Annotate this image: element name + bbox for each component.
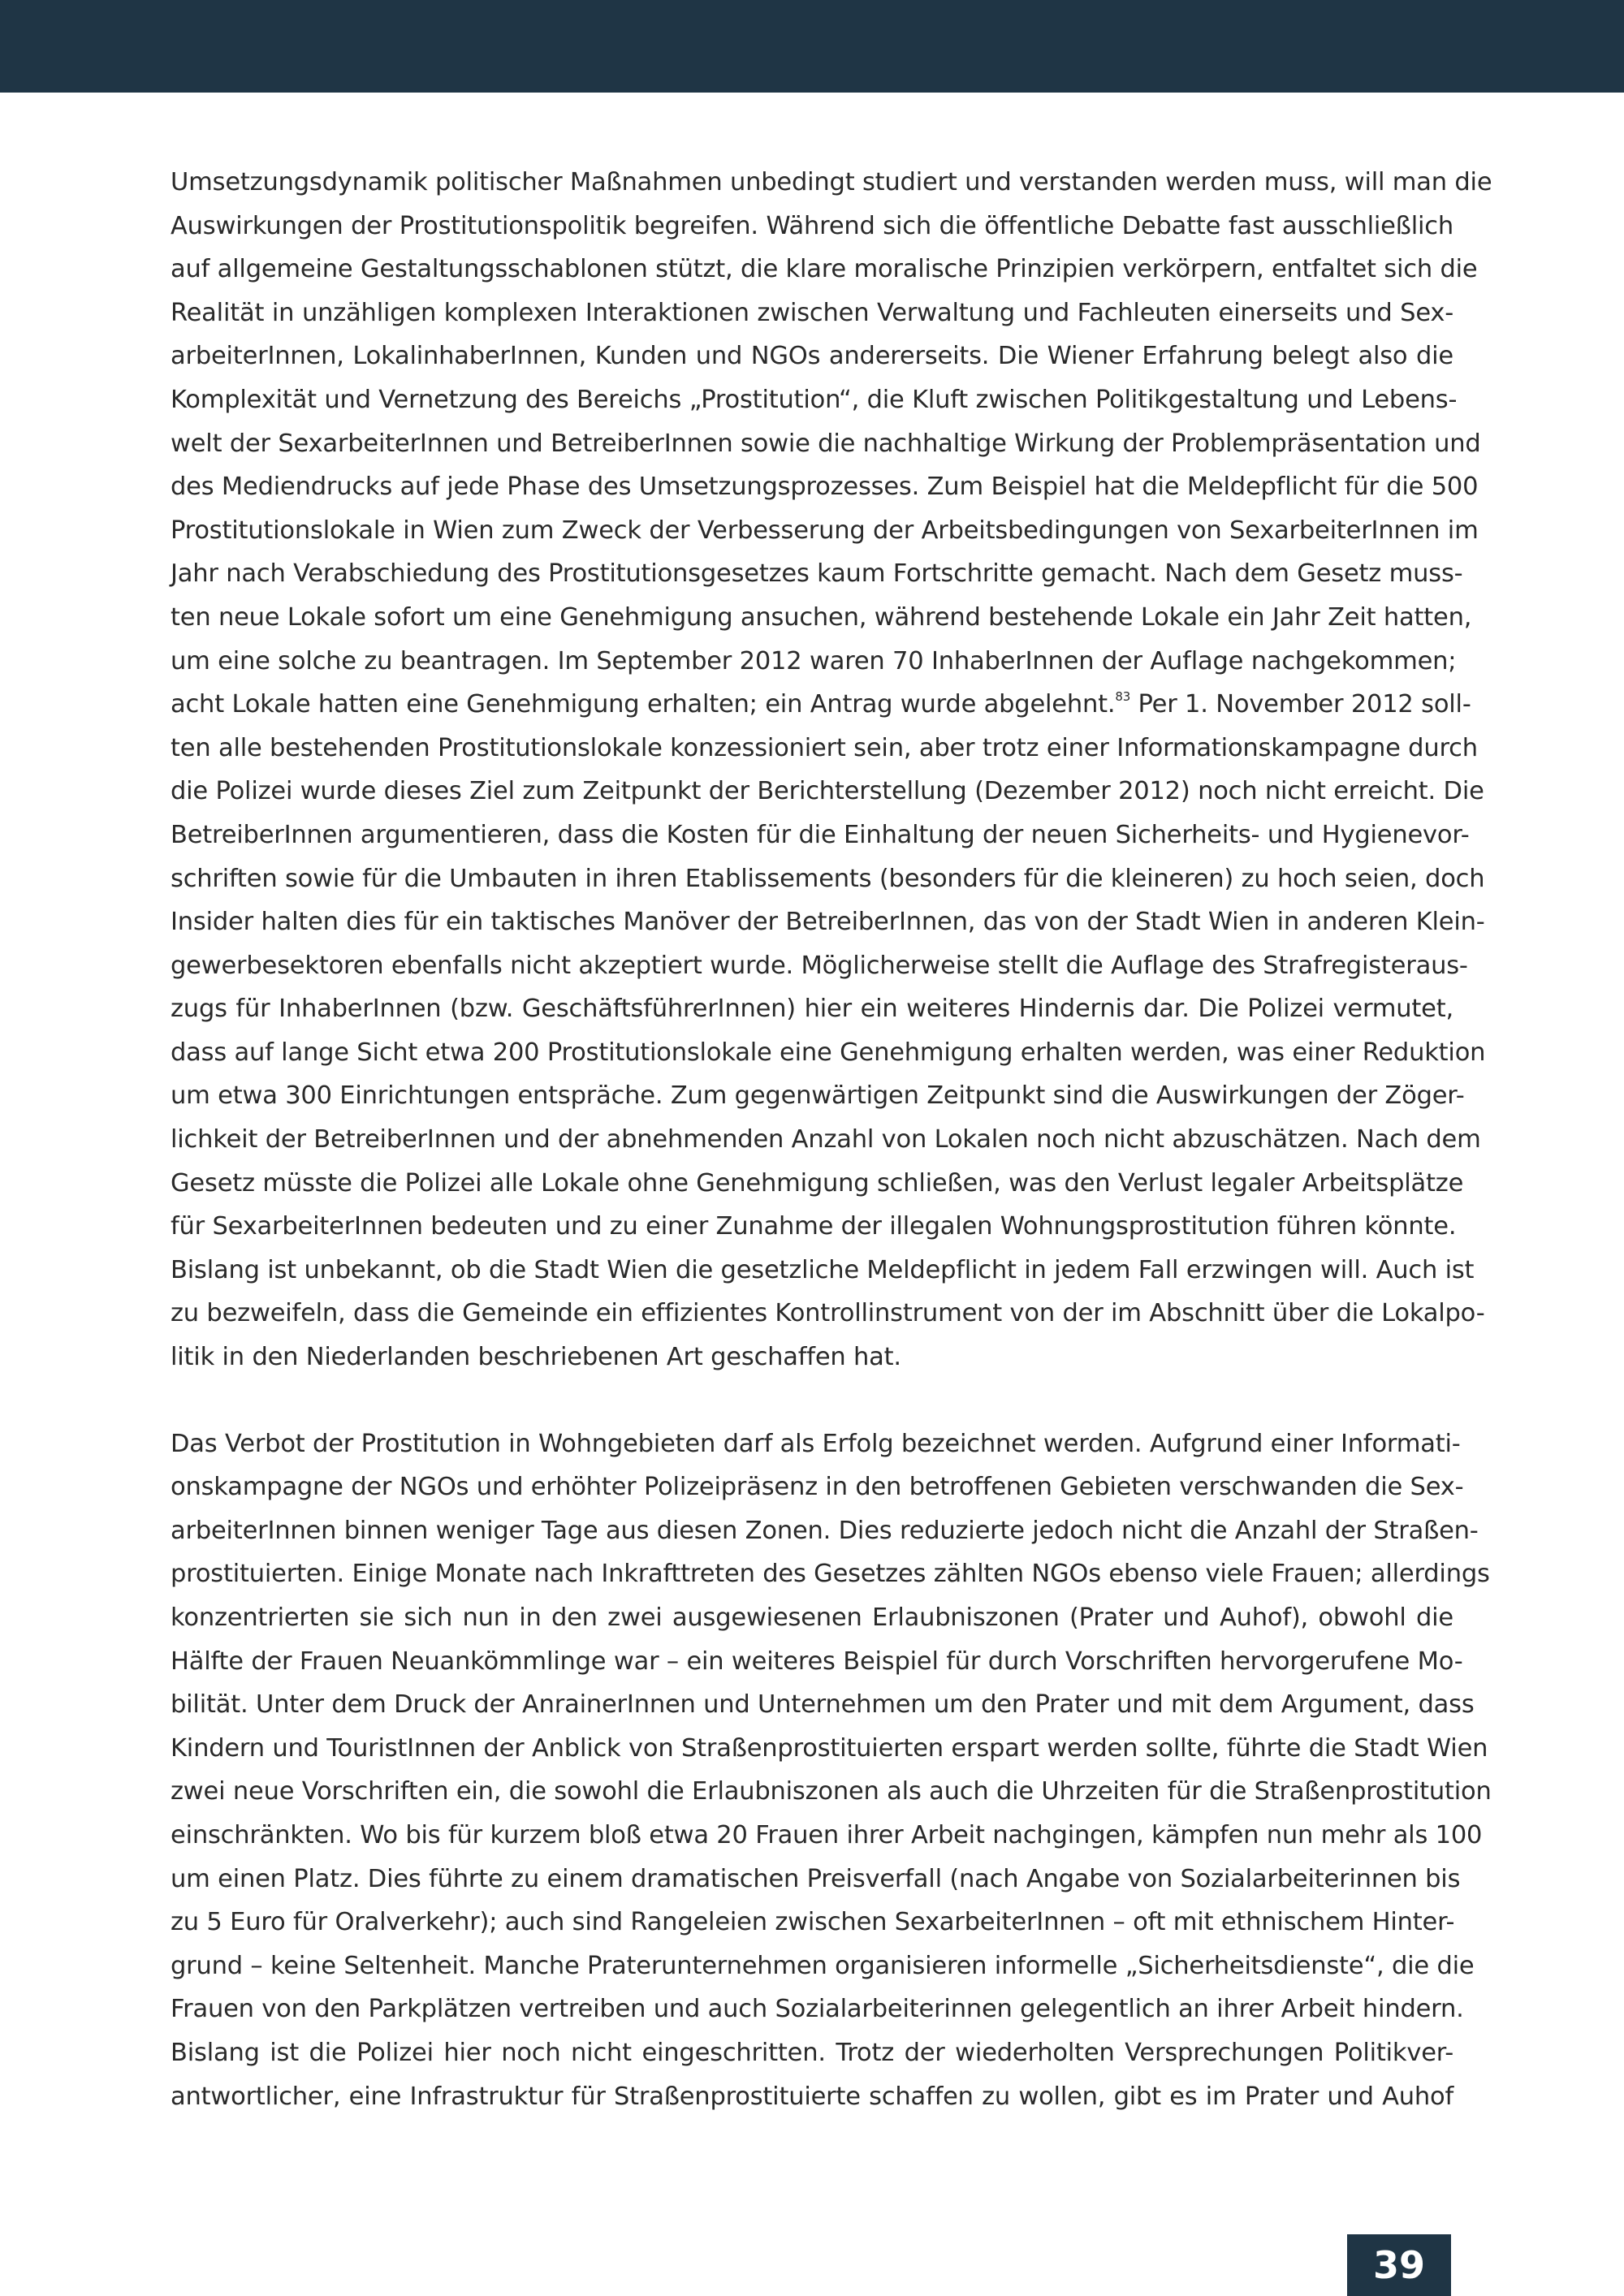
text-line: schriften sowie für die Umbauten in ihren Etablissements (besonders für die kleineren) zu hoch seien, doch bbox=[171, 864, 1485, 893]
text-line: ten neue Lokale sofort um eine Genehmigung ansuchen, während bestehende Lokale ein Jahr Zeit hatten, bbox=[171, 602, 1472, 632]
text-line: die Polizei wurde dieses Ziel zum Zeitpunkt der Berichterstellung (Dezember 2012) noch nicht erreicht. Die bbox=[171, 777, 1484, 806]
text-line: Kindern und TouristInnen der Anblick von Straßenprostituierten erspart werden sollte, führte die Stadt Wien bbox=[171, 1733, 1488, 1763]
text-line: arbeiterInnen binnen weniger Tage aus diesen Zonen. Dies reduzierte jedoch nicht die Anzahl der Straßen- bbox=[171, 1516, 1479, 1545]
text-line: Prostitutionslokale in Wien zum Zweck der Verbesserung der Arbeitsbedingungen von SexarbeiterInnen im bbox=[171, 516, 1479, 545]
paragraph-1 bbox=[171, 161, 1492, 1379]
text-line: auf allgemeine Gestaltungsschablonen stützt, die klare moralische Prinzipien verkörpern, entfaltet sich die bbox=[171, 255, 1478, 284]
paragraph-2 bbox=[171, 1422, 1492, 2119]
text-line: zwei neue Vorschriften ein, die sowohl die Erlaubniszonen als auch die Uhrzeiten für die Straßenprostitution bbox=[171, 1777, 1492, 1806]
text-line: onskampagne der NGOs und erhöhter Polizeipräsenz in den betroffenen Gebieten verschwanden die Sex- bbox=[171, 1473, 1464, 1502]
text-line-with-footnote bbox=[171, 683, 1471, 727]
text-line: grund – keine Seltenheit. Manche Praterunternehmen organisieren informelle „Sicherheitsdienste“, die die bbox=[171, 1951, 1475, 1980]
text-line: ten alle bestehenden Prostitutionslokale konzessioniert sein, aber trotz einer Informationskampagne durch bbox=[171, 733, 1478, 762]
text-line: gewerbesektoren ebenfalls nicht akzeptiert wurde. Möglicherweise stellt die Auflage des Strafregisteraus- bbox=[171, 951, 1468, 980]
text-line: konzentrierten sie sich nun in den zwei ausgewiesenen Erlaubniszonen (Prater und Auhof), obwohl die bbox=[171, 1603, 1453, 1632]
body-text bbox=[171, 161, 1492, 2118]
text-line: prostituierten. Einige Monate nach Inkrafttreten des Gesetzes zählten NGOs ebenso viele Frauen; allerdings bbox=[171, 1560, 1490, 1589]
text-line: des Mediendrucks auf jede Phase des Umsetzungsprozesses. Zum Beispiel hat die Meldepflicht für die 500 bbox=[171, 473, 1479, 502]
text-line: Umsetzungsdynamik politischer Maßnahmen unbedingt studiert und verstanden werden muss, will man die bbox=[171, 168, 1492, 196]
text-line: bilität. Unter dem Druck der AnrainerInnen und Unternehmen um den Prater und mit dem Argument, dass bbox=[171, 1690, 1475, 1720]
text-line: um etwa 300 Einrichtungen entspräche. Zum gegenwärtigen Zeitpunkt sind die Auswirkungen der Zöger- bbox=[171, 1081, 1465, 1111]
text-line: BetreiberInnen argumentieren, dass die Kosten für die Einhaltung der neuen Sicherheits- und Hygienevor- bbox=[171, 820, 1470, 849]
text-line: Komplexität und Vernetzung des Bereichs „Prostitution“, die Kluft zwischen Politikgestaltung und Lebens- bbox=[171, 385, 1458, 414]
text-segment: acht Lokale hatten eine Genehmigung erhalten; ein Antrag wurde abgelehnt. bbox=[171, 690, 1116, 719]
text-line: Bislang ist die Polizei hier noch nicht eingeschritten. Trotz der wiederholten Versprechungen Politikver- bbox=[171, 2038, 1453, 2067]
text-line: Insider halten dies für ein taktisches Manöver der BetreiberInnen, das von der Stadt Wien in anderen Klein- bbox=[171, 908, 1485, 937]
text-line: litik in den Niederlanden beschriebenen Art geschaffen hat. bbox=[171, 1343, 901, 1372]
text-line: dass auf lange Sicht etwa 200 Prostitutionslokale eine Genehmigung erhalten werden, was einer Reduktion bbox=[171, 1038, 1486, 1067]
text-line: für SexarbeiterInnen bedeuten und zu einer Zunahme der illegalen Wohnungsprostitution führen könnte. bbox=[171, 1212, 1457, 1241]
text-line: arbeiterInnen, LokalinhaberInnen, Kunden und NGOs andererseits. Die Wiener Erfahrung belegt also die bbox=[171, 342, 1453, 371]
text-line: zugs für InhaberInnen (bzw. GeschäftsführerInnen) hier ein weiteres Hindernis dar. Die Polizei vermutet, bbox=[171, 995, 1453, 1024]
text-line: antwortlicher, eine Infrastruktur für Straßenprostituierte schaffen zu wollen, gibt es im Prater und Auhof bbox=[171, 2082, 1453, 2111]
text-line: Frauen von den Parkplätzen vertreiben und auch Sozialarbeiterinnen gelegentlich an ihrer Arbeit hindern. bbox=[171, 1995, 1464, 2024]
text-line: Realität in unzähligen komplexen Interaktionen zwischen Verwaltung und Fachleuten einerseits und Sex- bbox=[171, 298, 1453, 327]
page-number: 39 bbox=[1347, 2234, 1451, 2296]
footnote-reference: 83 bbox=[1115, 689, 1131, 705]
text-line: welt der SexarbeiterInnen und BetreiberInnen sowie die nachhaltige Wirkung der Problempräsentation und bbox=[171, 429, 1481, 458]
text-line: Jahr nach Verabschiedung des Prostitutionsgesetzes kaum Fortschritte gemacht. Nach dem Gesetz muss- bbox=[171, 559, 1463, 589]
text-line: Auswirkungen der Prostitutionspolitik begreifen. Während sich die öffentliche Debatte fast ausschließlich bbox=[171, 211, 1453, 240]
text-line: um einen Platz. Dies führte zu einem dramatischen Preisverfall (nach Angabe von Sozialarbeiterinnen bis bbox=[171, 1864, 1461, 1893]
text-line: Das Verbot der Prostitution in Wohngebieten darf als Erfolg bezeichnet werden. Aufgrund einer Informati- bbox=[171, 1429, 1461, 1458]
text-line: zu bezweifeln, dass die Gemeinde ein effizientes Kontrollinstrument von der im Abschnitt über die Lokalpo- bbox=[171, 1299, 1485, 1328]
text-line: Gesetz müsste die Polizei alle Lokale ohne Genehmigung schließen, was den Verlust legaler Arbeitsplätze bbox=[171, 1168, 1464, 1198]
header-bar bbox=[0, 0, 1624, 93]
text-line: Hälfte der Frauen Neuankömmlinge war – ein weiteres Beispiel für durch Vorschriften hervorgerufene Mo- bbox=[171, 1646, 1463, 1676]
text-line: einschränkten. Wo bis für kurzem bloß etwa 20 Frauen ihrer Arbeit nachgingen, kämpfen nun mehr als 100 bbox=[171, 1820, 1483, 1849]
text-segment: Per 1. November 2012 soll- bbox=[1130, 690, 1471, 719]
text-line: um eine solche zu beantragen. Im September 2012 waren 70 InhaberInnen der Auflage nachgekommen; bbox=[171, 646, 1457, 675]
text-line: zu 5 Euro für Oralverkehr); auch sind Rangeleien zwischen SexarbeiterInnen – oft mit ethnischem Hinter- bbox=[171, 1908, 1455, 1937]
text-line: lichkeit der BetreiberInnen und der abnehmenden Anzahl von Lokalen noch nicht abzuschätzen. Nach dem bbox=[171, 1125, 1481, 1154]
text-line: Bislang ist unbekannt, ob die Stadt Wien die gesetzliche Meldepflicht in jedem Fall erzwingen will. Auch ist bbox=[171, 1255, 1475, 1284]
